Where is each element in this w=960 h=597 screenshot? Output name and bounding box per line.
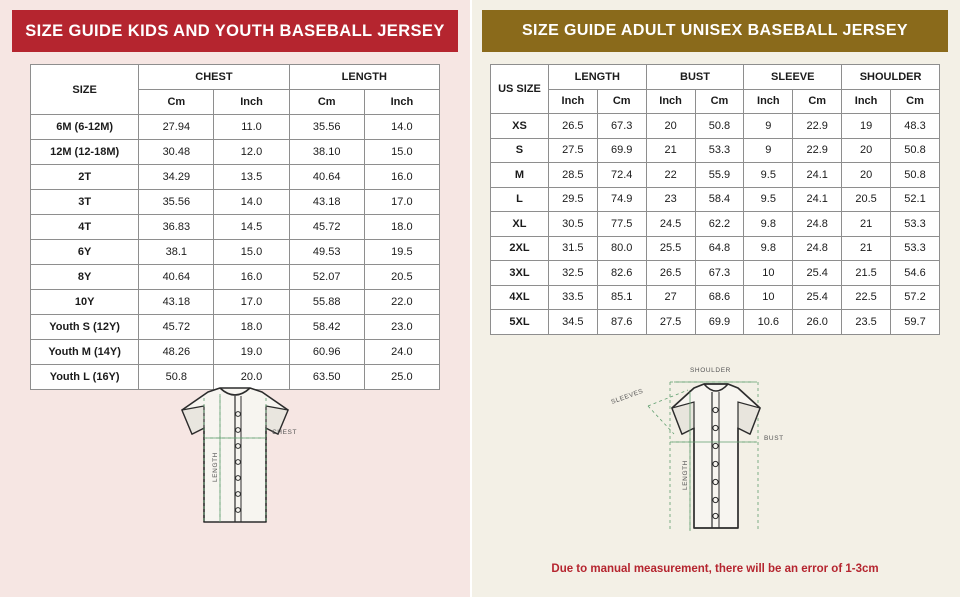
unit-sleeve-cm: Cm (793, 89, 842, 114)
cell-chest-cm: 38.1 (139, 240, 214, 265)
cell-sleeve-inch: 9.5 (744, 187, 793, 212)
cell-length-inch: 14.0 (364, 115, 439, 140)
cell-bust-inch: 23 (646, 187, 695, 212)
table-row (491, 261, 940, 286)
cell-length-inch: 32.5 (548, 261, 597, 286)
col-header-sleeve: SLEEVE (744, 65, 842, 90)
cell-sleeve-cm: 25.4 (793, 285, 842, 310)
cell-sleeve-inch: 9 (744, 114, 793, 139)
cell-size: 3T (31, 190, 139, 215)
cell-bust-inch: 22 (646, 163, 695, 188)
cell-length-cm: 43.18 (289, 190, 364, 215)
unit-length-cm: Cm (289, 90, 364, 115)
cell-chest-inch: 19.0 (214, 340, 289, 365)
cell-length-cm: 40.64 (289, 165, 364, 190)
cell-shoulder-cm: 48.3 (891, 114, 940, 139)
cell-chest-inch: 14.0 (214, 190, 289, 215)
table-row (491, 163, 940, 188)
cell-chest-inch: 13.5 (214, 165, 289, 190)
cell-length-cm: 72.4 (597, 163, 646, 188)
cell-length-inch: 31.5 (548, 236, 597, 261)
cell-bust-cm: 50.8 (695, 114, 744, 139)
cell-shoulder-cm: 57.2 (891, 285, 940, 310)
cell-size: S (491, 138, 549, 163)
cell-length-cm: 60.96 (289, 340, 364, 365)
unit-length-inch: Inch (364, 90, 439, 115)
cell-bust-cm: 68.6 (695, 285, 744, 310)
cell-sleeve-inch: 9.5 (744, 163, 793, 188)
table-row (31, 290, 440, 315)
table-unit-row (491, 89, 940, 114)
cell-chest-cm: 48.26 (139, 340, 214, 365)
cell-shoulder-cm: 54.6 (891, 261, 940, 286)
cell-bust-cm: 53.3 (695, 138, 744, 163)
unit-chest-cm: Cm (139, 90, 214, 115)
cell-shoulder-inch: 21 (842, 236, 891, 261)
cell-shoulder-cm: 50.8 (891, 163, 940, 188)
cell-shoulder-cm: 59.7 (891, 310, 940, 335)
cell-sleeve-cm: 25.4 (793, 261, 842, 286)
kids-panel-title: SIZE GUIDE KIDS AND YOUTH BASEBALL JERSEY (12, 10, 458, 52)
label-length: LENGTH (682, 460, 689, 490)
cell-length-cm: 74.9 (597, 187, 646, 212)
cell-chest-inch: 16.0 (214, 265, 289, 290)
cell-shoulder-inch: 23.5 (842, 310, 891, 335)
cell-length-cm: 45.72 (289, 215, 364, 240)
unit-chest-inch: Inch (214, 90, 289, 115)
cell-shoulder-cm: 50.8 (891, 138, 940, 163)
table-row (31, 115, 440, 140)
cell-bust-inch: 21 (646, 138, 695, 163)
cell-size: 2T (31, 165, 139, 190)
cell-chest-cm: 35.56 (139, 190, 214, 215)
cell-sleeve-inch: 9.8 (744, 236, 793, 261)
cell-length-cm: 82.6 (597, 261, 646, 286)
cell-chest-inch: 14.5 (214, 215, 289, 240)
unit-sleeve-inch: Inch (744, 89, 793, 114)
unit-shoulder-cm: Cm (891, 89, 940, 114)
cell-sleeve-inch: 10 (744, 285, 793, 310)
cell-length-inch: 25.0 (364, 365, 439, 390)
table-row (491, 138, 940, 163)
cell-length-cm: 49.53 (289, 240, 364, 265)
cell-length-cm: 80.0 (597, 236, 646, 261)
col-header-us-size: US SIZE (491, 65, 549, 114)
cell-shoulder-inch: 22.5 (842, 285, 891, 310)
cell-length-cm: 85.1 (597, 285, 646, 310)
cell-chest-inch: 12.0 (214, 140, 289, 165)
cell-length-cm: 87.6 (597, 310, 646, 335)
unit-bust-cm: Cm (695, 89, 744, 114)
cell-length-inch: 20.5 (364, 265, 439, 290)
cell-length-inch: 34.5 (548, 310, 597, 335)
cell-shoulder-inch: 19 (842, 114, 891, 139)
cell-size: 12M (12-18M) (31, 140, 139, 165)
cell-size: 4XL (491, 285, 549, 310)
cell-size: XS (491, 114, 549, 139)
cell-length-cm: 52.07 (289, 265, 364, 290)
adult-panel-title: SIZE GUIDE ADULT UNISEX BASEBALL JERSEY (482, 10, 948, 52)
cell-size: M (491, 163, 549, 188)
cell-chest-cm: 40.64 (139, 265, 214, 290)
cell-shoulder-cm: 53.3 (891, 236, 940, 261)
cell-bust-inch: 25.5 (646, 236, 695, 261)
table-row (31, 340, 440, 365)
table-row (31, 315, 440, 340)
table-row (491, 187, 940, 212)
cell-bust-cm: 67.3 (695, 261, 744, 286)
cell-size: XL (491, 212, 549, 237)
cell-length-inch: 23.0 (364, 315, 439, 340)
cell-sleeve-inch: 9.8 (744, 212, 793, 237)
cell-size: 5XL (491, 310, 549, 335)
table-group-header-row (491, 65, 940, 90)
col-header-bust: BUST (646, 65, 744, 90)
unit-bust-inch: Inch (646, 89, 695, 114)
cell-chest-inch: 11.0 (214, 115, 289, 140)
col-header-length: LENGTH (289, 65, 439, 90)
cell-chest-cm: 36.83 (139, 215, 214, 240)
cell-chest-inch: 17.0 (214, 290, 289, 315)
cell-bust-inch: 27 (646, 285, 695, 310)
label-length: LENGTH (212, 452, 219, 482)
cell-size: 3XL (491, 261, 549, 286)
cell-bust-inch: 27.5 (646, 310, 695, 335)
table-row (31, 140, 440, 165)
cell-size: 8Y (31, 265, 139, 290)
cell-bust-cm: 69.9 (695, 310, 744, 335)
label-shoulder: SHOULDER (690, 367, 731, 374)
cell-sleeve-cm: 26.0 (793, 310, 842, 335)
measurement-disclaimer: Due to manual measurement, there will be an error of 1-3cm (551, 563, 879, 575)
cell-length-inch: 17.0 (364, 190, 439, 215)
cell-length-cm: 58.42 (289, 315, 364, 340)
cell-sleeve-inch: 9 (744, 138, 793, 163)
jersey-illustration-adult (570, 360, 860, 555)
cell-length-inch: 18.0 (364, 215, 439, 240)
kids-jersey-diagram (0, 372, 470, 562)
cell-bust-cm: 62.2 (695, 212, 744, 237)
cell-chest-cm: 43.18 (139, 290, 214, 315)
jersey-left-sleeve (672, 402, 694, 434)
cell-size: Youth S (12Y) (31, 315, 139, 340)
kids-size-guide-panel (0, 0, 470, 597)
cell-length-cm: 67.3 (597, 114, 646, 139)
cell-size: 10Y (31, 290, 139, 315)
table-row (491, 114, 940, 139)
cell-size: Youth L (16Y) (31, 365, 139, 390)
cell-chest-cm: 27.94 (139, 115, 214, 140)
cell-shoulder-cm: 53.3 (891, 212, 940, 237)
table-row (491, 212, 940, 237)
cell-length-cm: 69.9 (597, 138, 646, 163)
cell-sleeve-cm: 24.8 (793, 212, 842, 237)
cell-bust-inch: 26.5 (646, 261, 695, 286)
table-row (31, 165, 440, 190)
table-row (491, 236, 940, 261)
cell-shoulder-cm: 52.1 (891, 187, 940, 212)
label-chest: CHEST (272, 429, 298, 436)
unit-length-cm: Cm (597, 89, 646, 114)
table-row (31, 215, 440, 240)
cell-length-inch: 27.5 (548, 138, 597, 163)
jersey-illustration-kids (120, 372, 350, 552)
cell-sleeve-cm: 22.9 (793, 114, 842, 139)
cell-length-inch: 28.5 (548, 163, 597, 188)
cell-length-cm: 38.10 (289, 140, 364, 165)
col-header-length: LENGTH (548, 65, 646, 90)
cell-bust-cm: 58.4 (695, 187, 744, 212)
label-bust: BUST (764, 435, 784, 442)
cell-bust-cm: 64.8 (695, 236, 744, 261)
cell-length-inch: 29.5 (548, 187, 597, 212)
cell-size: L (491, 187, 549, 212)
cell-shoulder-inch: 21.5 (842, 261, 891, 286)
label-sleeves: SLEEVES (610, 387, 645, 406)
cell-chest-cm: 45.72 (139, 315, 214, 340)
col-header-chest: CHEST (139, 65, 289, 90)
cell-size: 2XL (491, 236, 549, 261)
cell-length-inch: 33.5 (548, 285, 597, 310)
cell-sleeve-inch: 10 (744, 261, 793, 286)
adult-jersey-diagram (470, 360, 960, 560)
col-header-size: SIZE (31, 65, 139, 115)
cell-length-inch: 16.0 (364, 165, 439, 190)
cell-sleeve-inch: 10.6 (744, 310, 793, 335)
adult-size-guide-panel (470, 0, 960, 597)
cell-chest-cm: 50.8 (139, 365, 214, 390)
table-row (31, 190, 440, 215)
cell-chest-cm: 30.48 (139, 140, 214, 165)
cell-sleeve-cm: 24.1 (793, 163, 842, 188)
cell-length-cm: 35.56 (289, 115, 364, 140)
cell-length-cm: 63.50 (289, 365, 364, 390)
cell-length-inch: 26.5 (548, 114, 597, 139)
cell-size: 6Y (31, 240, 139, 265)
table-row (31, 240, 440, 265)
cell-length-inch: 24.0 (364, 340, 439, 365)
panel-divider (470, 0, 472, 597)
cell-length-cm: 55.88 (289, 290, 364, 315)
cell-chest-inch: 15.0 (214, 240, 289, 265)
cell-size: Youth M (14Y) (31, 340, 139, 365)
cell-sleeve-cm: 24.1 (793, 187, 842, 212)
unit-length-inch: Inch (548, 89, 597, 114)
cell-bust-cm: 55.9 (695, 163, 744, 188)
cell-length-inch: 22.0 (364, 290, 439, 315)
cell-chest-cm: 34.29 (139, 165, 214, 190)
cell-shoulder-inch: 20 (842, 163, 891, 188)
cell-shoulder-inch: 20 (842, 138, 891, 163)
table-row (31, 265, 440, 290)
unit-shoulder-inch: Inch (842, 89, 891, 114)
table-row (491, 285, 940, 310)
jersey-right-sleeve (738, 402, 760, 434)
cell-shoulder-inch: 20.5 (842, 187, 891, 212)
cell-shoulder-inch: 21 (842, 212, 891, 237)
cell-sleeve-cm: 22.9 (793, 138, 842, 163)
table-group-header-row (31, 65, 440, 90)
cell-length-cm: 77.5 (597, 212, 646, 237)
cell-size: 6M (6-12M) (31, 115, 139, 140)
cell-bust-inch: 24.5 (646, 212, 695, 237)
cell-bust-inch: 20 (646, 114, 695, 139)
cell-length-inch: 30.5 (548, 212, 597, 237)
adult-size-table (490, 64, 940, 335)
cell-length-inch: 15.0 (364, 140, 439, 165)
cell-length-inch: 19.5 (364, 240, 439, 265)
cell-sleeve-cm: 24.8 (793, 236, 842, 261)
cell-chest-inch: 20.0 (214, 365, 289, 390)
table-row (491, 310, 940, 335)
col-header-shoulder: SHOULDER (842, 65, 940, 90)
kids-size-table (30, 64, 440, 390)
cell-chest-inch: 18.0 (214, 315, 289, 340)
cell-size: 4T (31, 215, 139, 240)
